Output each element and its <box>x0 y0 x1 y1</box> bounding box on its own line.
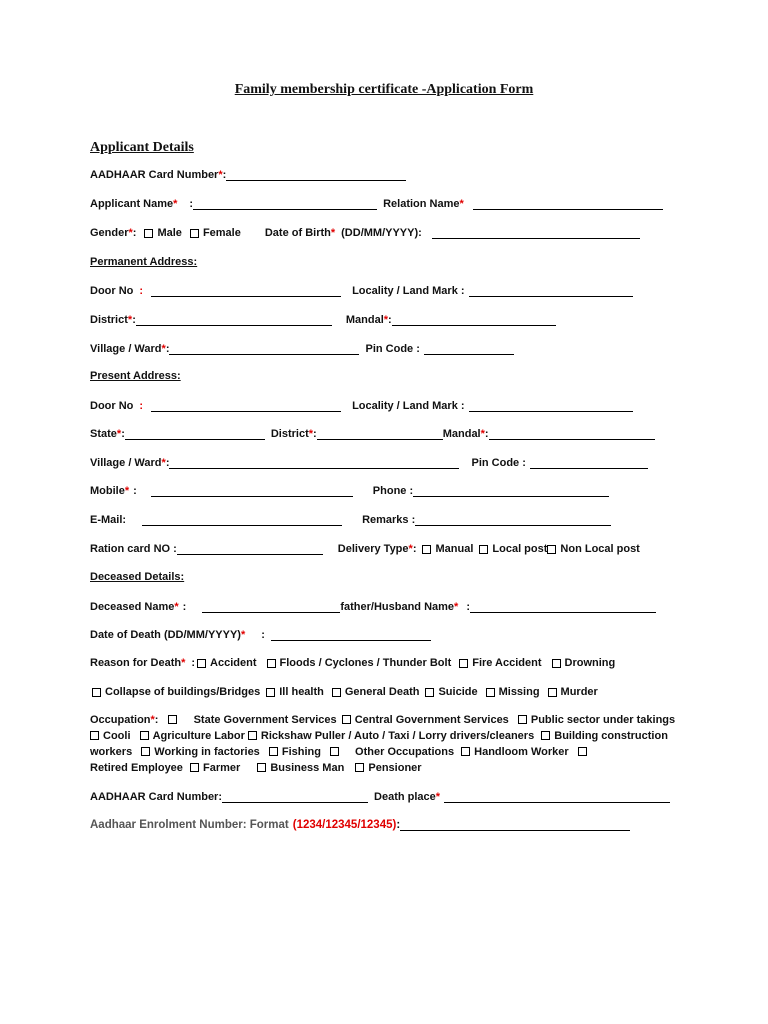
district-label: District <box>90 314 128 326</box>
reason-collapse-label: Collapse of buildings/Bridges <box>105 686 261 698</box>
remarks-label: Remarks : <box>362 514 416 526</box>
reason-drowning-label: Drowning <box>564 657 616 669</box>
aadhaar2-input[interactable] <box>222 790 368 803</box>
reason-drowning-checkbox[interactable] <box>552 659 561 668</box>
required-marker: * <box>330 227 336 239</box>
perm-district-row <box>90 313 556 326</box>
gender-female-checkbox[interactable] <box>190 229 199 238</box>
occ-agri-labor-checkbox[interactable] <box>140 731 149 740</box>
required-marker: * <box>181 657 186 669</box>
gender-label: Gender <box>90 227 129 239</box>
aadhaar2-label: AADHAAR Card Number: <box>90 791 223 803</box>
occ-central-govt-label: Central Government Services <box>354 714 509 726</box>
occ-state-govt-label: State Government Services <box>193 714 337 726</box>
occ-cooli-checkbox[interactable] <box>90 731 99 740</box>
reason-ill-health-label: Ill health <box>279 686 324 698</box>
occupation-line-1 <box>90 712 680 728</box>
relation-name-input[interactable] <box>473 197 663 210</box>
occ-business-label: Business Man <box>270 762 345 774</box>
present-address-heading: Present Address: <box>90 370 181 382</box>
required-marker: * <box>480 428 485 440</box>
reason-general-death-label: General Death <box>344 686 420 698</box>
occ-farmer-label: Farmer <box>202 762 241 774</box>
enrolment-format: (1234/12345/12345) <box>292 819 397 831</box>
form-title: Family membership certificate -Application Form <box>234 82 534 97</box>
aadhaar-row <box>90 168 406 181</box>
colon: : <box>388 314 392 326</box>
occ-central-govt-checkbox[interactable] <box>342 715 351 724</box>
remarks-input[interactable] <box>415 513 611 526</box>
pres-locality-input[interactable] <box>469 399 633 412</box>
pin-code-label: Pin Code : <box>365 343 420 355</box>
occ-building-checkbox[interactable] <box>541 731 550 740</box>
pin-code-label: Pin Code : <box>471 457 526 469</box>
reason-suicide-label: Suicide <box>438 686 478 698</box>
reason-fire-checkbox[interactable] <box>459 659 468 668</box>
occ-factories-label: Working in factories <box>154 746 260 758</box>
delivery-manual-checkbox[interactable] <box>422 545 431 554</box>
occupation-block <box>90 712 680 776</box>
required-marker: * <box>383 314 389 326</box>
required-marker: * <box>128 227 133 239</box>
deceased-details-heading: Deceased Details: <box>90 571 185 583</box>
email-label: E-Mail: <box>90 514 127 526</box>
locality-label: Locality / Land Mark : <box>352 285 465 297</box>
delivery-nonlocal-checkbox[interactable] <box>547 545 556 554</box>
reason-missing-checkbox[interactable] <box>486 688 495 697</box>
required-marker: * <box>161 457 166 469</box>
occ-fishing-checkbox[interactable] <box>269 747 278 756</box>
date-of-death-row <box>90 628 431 641</box>
delivery-label: Delivery Type <box>337 543 409 555</box>
mobile-input[interactable] <box>151 484 353 497</box>
reason-missing-label: Missing <box>498 686 540 698</box>
colon: : <box>165 343 170 355</box>
death-place-input[interactable] <box>444 790 670 803</box>
email-row <box>90 513 611 526</box>
mobile-row <box>90 484 609 497</box>
occ-pensioner-label: Pensioner <box>368 762 422 774</box>
aadhaar-label: AADHAAR Card Number <box>90 169 219 181</box>
perm-mandal-input[interactable] <box>392 313 556 326</box>
email-input[interactable] <box>142 513 342 526</box>
reason-suicide-checkbox[interactable] <box>425 688 434 697</box>
required-marker: * <box>218 169 223 181</box>
aadhaar2-row <box>90 790 670 803</box>
enrolment-row <box>90 818 630 831</box>
reason-murder-label: Murder <box>560 686 598 698</box>
perm-door-row <box>90 284 633 297</box>
ration-input[interactable] <box>177 542 323 555</box>
required-marker: * <box>454 601 459 613</box>
applicant-name-label: Applicant Name <box>90 198 174 210</box>
phone-input[interactable] <box>413 484 609 497</box>
gender-dob-row <box>90 226 640 239</box>
deceased-name-input[interactable] <box>202 600 340 613</box>
required-marker: * <box>161 343 166 355</box>
colon: : <box>484 428 489 440</box>
occ-blank-checkbox[interactable] <box>168 715 177 724</box>
required-marker: * <box>127 314 133 326</box>
occ-building-label: Building construction workers <box>90 730 668 758</box>
pres-state-row <box>90 427 655 440</box>
father-husband-label: father/Husband Name <box>340 601 455 613</box>
colon: : <box>139 400 144 412</box>
delivery-nonlocal-label: Non Local post <box>560 543 640 555</box>
relation-name-label: Relation Name <box>383 198 460 210</box>
required-marker: * <box>124 485 130 497</box>
enrolment-input[interactable] <box>400 818 630 831</box>
delivery-local-checkbox[interactable] <box>479 545 488 554</box>
applicant-name-row <box>90 197 663 210</box>
reason-accident-label: Accident <box>210 657 257 669</box>
reason-murder-checkbox[interactable] <box>548 688 557 697</box>
date-of-death-input[interactable] <box>271 628 431 641</box>
gender-male-label: Male <box>157 227 182 239</box>
occ-public-sector-checkbox[interactable] <box>518 715 527 724</box>
perm-village-input[interactable] <box>169 342 359 355</box>
dob-format: (DD/MM/YYYY): <box>341 227 422 239</box>
pres-district-input[interactable] <box>317 427 443 440</box>
reason-label: Reason for Death <box>90 657 182 669</box>
pres-door-input[interactable] <box>151 399 341 412</box>
colon: : <box>132 314 136 326</box>
required-marker: * <box>408 543 413 555</box>
occ-retired-checkbox[interactable] <box>578 747 587 756</box>
required-marker: * <box>116 428 122 440</box>
occ-fishing-label: Fishing <box>281 746 321 758</box>
deceased-name-row <box>90 600 656 613</box>
colon: : <box>182 601 187 613</box>
ration-row <box>90 542 640 555</box>
applicant-name-input[interactable] <box>193 197 377 210</box>
occ-handloom-checkbox[interactable] <box>461 747 470 756</box>
ration-label: Ration card NO : <box>90 543 177 555</box>
delivery-manual-label: Manual <box>435 543 474 555</box>
required-marker: * <box>435 791 441 803</box>
occ-pensioner-checkbox[interactable] <box>355 763 364 772</box>
mobile-label: Mobile <box>90 485 125 497</box>
colon: : <box>154 714 159 726</box>
colon: : <box>189 198 194 210</box>
enrolment-label: Aadhaar Enrolment Number: Format <box>90 819 289 831</box>
perm-village-row <box>90 342 514 355</box>
pres-village-input[interactable] <box>169 456 459 469</box>
occupation-line-2 <box>90 728 680 760</box>
colon: : <box>165 457 170 469</box>
district-label: District <box>270 428 309 440</box>
required-marker: * <box>174 601 179 613</box>
reason-collapse-checkbox[interactable] <box>92 688 101 697</box>
applicant-details-heading: Applicant Details <box>90 140 194 155</box>
perm-locality-input[interactable] <box>469 284 633 297</box>
occ-cooli-label: Cooli <box>103 730 131 742</box>
occ-factories-checkbox[interactable] <box>141 747 150 756</box>
reason-ill-health-checkbox[interactable] <box>266 688 275 697</box>
colon: : <box>412 543 417 555</box>
required-marker: * <box>150 714 155 726</box>
pres-state-input[interactable] <box>125 427 265 440</box>
colon: : <box>191 657 196 669</box>
occupation-label: Occupation <box>90 714 151 726</box>
reason-accident-checkbox[interactable] <box>197 659 206 668</box>
state-label: State <box>90 428 117 440</box>
required-marker: * <box>308 428 314 440</box>
phone-label: Phone : <box>372 485 414 497</box>
aadhaar-input[interactable] <box>226 168 406 181</box>
occ-handloom-label: Handloom Worker <box>474 746 569 758</box>
colon: : <box>121 428 125 440</box>
deceased-name-label: Deceased Name <box>90 601 175 613</box>
gender-male-checkbox[interactable] <box>144 229 153 238</box>
occ-rickshaw-label: Rickshaw Puller / Auto / Taxi / Lorry drivers/cleaners <box>260 730 535 742</box>
reason-row-2 <box>92 686 598 698</box>
permanent-address-heading: Permanent Address: <box>90 256 198 268</box>
death-place-label: Death place <box>374 791 436 803</box>
colon: : <box>466 601 470 613</box>
perm-pin-input[interactable] <box>424 342 514 355</box>
colon: : <box>261 629 265 641</box>
date-of-death-label: Date of Death (DD/MM/YYYY) <box>90 629 241 641</box>
colon: : <box>313 428 317 440</box>
father-husband-input[interactable] <box>470 600 656 613</box>
mandal-label: Mandal <box>442 428 481 440</box>
colon: : <box>396 819 401 831</box>
colon: : <box>222 169 227 181</box>
occ-rickshaw-checkbox[interactable] <box>248 731 257 740</box>
locality-label: Locality / Land Mark : <box>352 400 465 412</box>
perm-district-input[interactable] <box>136 313 332 326</box>
required-marker: * <box>173 198 178 210</box>
reason-floods-checkbox[interactable] <box>267 659 276 668</box>
dob-label: Date of Birth <box>264 227 331 239</box>
occ-business-checkbox[interactable] <box>257 763 266 772</box>
delivery-local-label: Local post <box>492 543 548 555</box>
occ-public-sector-label: Public sector under takings <box>530 714 676 726</box>
occ-other-label: Other Occupations <box>355 746 455 758</box>
perm-door-input[interactable] <box>151 284 341 297</box>
pres-mandal-input[interactable] <box>489 427 655 440</box>
pres-door-row <box>90 399 633 412</box>
dob-input[interactable] <box>432 226 640 239</box>
occupation-line-3 <box>90 760 680 776</box>
village-label: Village / Ward <box>90 343 162 355</box>
reason-row-1 <box>90 657 615 669</box>
reason-floods-label: Floods / Cyclones / Thunder Bolt <box>279 657 452 669</box>
occ-farmer-checkbox[interactable] <box>190 763 199 772</box>
reason-fire-label: Fire Accident <box>472 657 542 669</box>
colon: : <box>139 285 144 297</box>
mandal-label: Mandal <box>345 314 384 326</box>
pres-pin-input[interactable] <box>530 456 648 469</box>
occ-retired-label: Retired Employee <box>90 762 183 774</box>
colon: : <box>132 227 137 239</box>
village-label: Village / Ward <box>90 457 162 469</box>
occ-other-checkbox[interactable] <box>330 747 339 756</box>
pres-village-row <box>90 456 648 469</box>
gender-female-label: Female <box>202 227 241 239</box>
door-no-label: Door No <box>90 400 134 412</box>
required-marker: * <box>459 198 464 210</box>
door-no-label: Door No <box>90 285 134 297</box>
occ-agri-labor-label: Agriculture Labor <box>152 730 245 742</box>
required-marker: * <box>240 629 246 641</box>
colon: : <box>133 485 137 497</box>
reason-general-death-checkbox[interactable] <box>332 688 341 697</box>
